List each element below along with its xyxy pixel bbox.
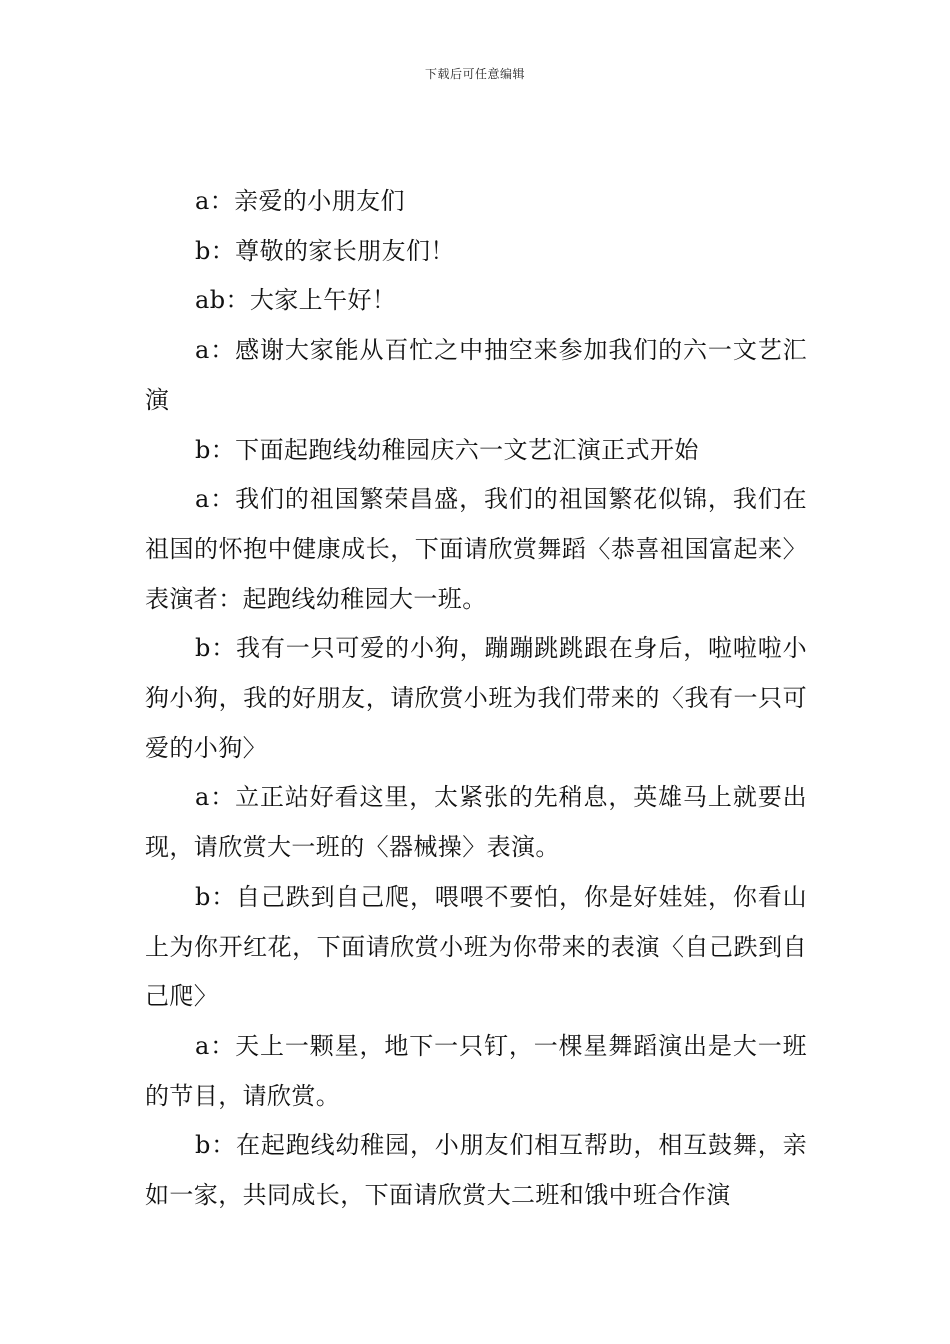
header-note: 下载后可任意编辑: [424, 67, 525, 81]
paragraph: a：立正站好看这里，太紧张的先稍息，英雄马上就要出现，请欣赏大一班的〈器械操〉表演。: [145, 783, 807, 862]
paragraph: b：下面起跑线幼稚园庆六一文艺汇演正式开始: [195, 435, 699, 464]
paragraph: a：我们的祖国繁荣昌盛，我们的祖国繁花似锦，我们在祖国的怀抱中健康成长，下面请欣赏舞蹈〈恭喜祖国富起来〉表演者：起跑线幼稚园大一班。: [145, 485, 807, 613]
paragraph: b：自己跌到自己爬，喂喂不要怕，你是好娃娃，你看山上为你开红花，下面请欣赏小班为你带来的表演〈自己跌到自己爬〉: [145, 882, 807, 1011]
paragraph: b：尊敬的家长朋友们！: [195, 236, 455, 265]
paragraph: a：感谢大家能从百忙之中抽空来参加我们的六一文艺汇演: [145, 336, 807, 414]
paragraph: a：天上一颗星，地下一只钉，一棵星舞蹈演出是大一班的节目，请欣赏。: [145, 1031, 807, 1110]
paragraph: a：亲爱的小朋友们: [195, 187, 405, 215]
paragraph: ab：大家上午好！: [195, 286, 397, 315]
document-body: [145, 177, 807, 1221]
paragraph: b：我有一只可爱的小狗，蹦蹦跳跳跟在身后，啦啦啦小狗小狗，我的好朋友，请欣赏小班为我们带来的〈我有一只可爱的小狗〉: [145, 634, 807, 762]
paragraph: b：在起跑线幼稚园，小朋友们相互帮助，相互鼓舞，亲如一家，共同成长，下面请欣赏大二班和饿中班合作演: [145, 1131, 807, 1210]
